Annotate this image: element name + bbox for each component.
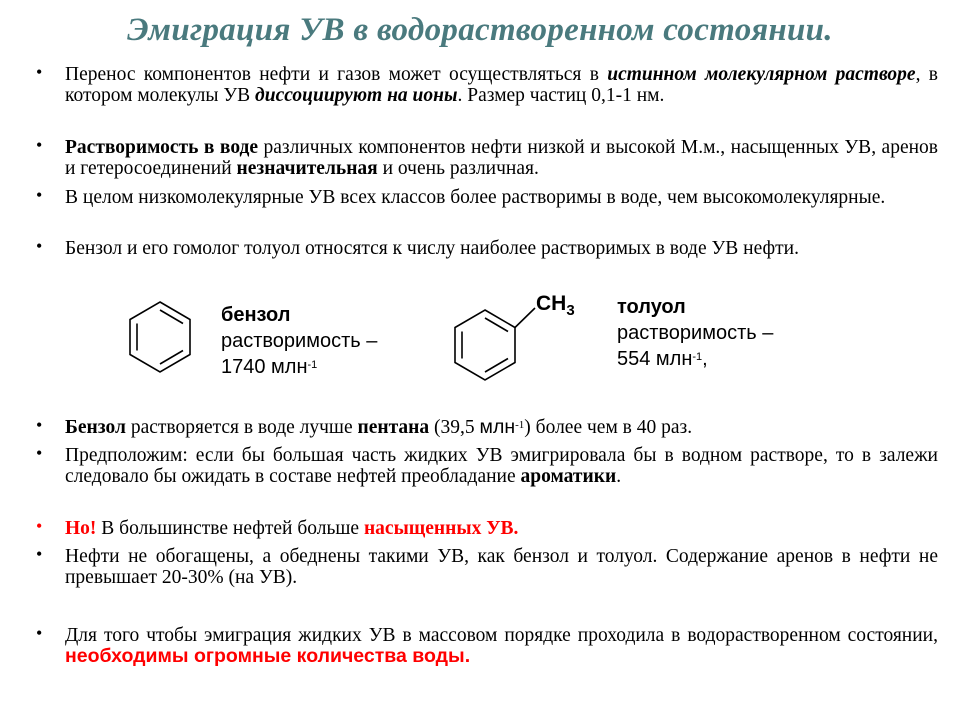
bullet-item-4 — [36, 238, 938, 259]
bullet-marker: • — [36, 236, 43, 256]
benzene-name: бензол — [221, 304, 291, 326]
toluene-solubility-value: 554 млн$^{-1}$, — [617, 348, 708, 370]
bullet-text: Бензол и его гомолог толуол относятся к числу наиболее растворимых в воде УВ нефти. — [65, 238, 799, 259]
bullet-item-6 — [36, 445, 938, 487]
bullet-marker: • — [36, 135, 43, 155]
benzene-solubility-label: растворимость – — [221, 330, 378, 352]
bullet-text: Нефти не обогащены, а обеднены такими УВ, как бензол и толуол. Содержание аренов в нефти не превышает 20-30% (на УВ). — [65, 546, 938, 588]
bullet-item-1 — [36, 64, 938, 106]
bullet-marker: • — [36, 415, 43, 435]
bullet-item-9 — [36, 625, 938, 667]
bullet-item-2 — [36, 137, 938, 179]
bullet-text: Предположим: если бы большая часть жидких УВ эмигрировала бы в водном растворе, то в залежи следовало бы ожидать в составе нефтей преобладание ароматики. — [65, 445, 938, 487]
bullet-item-3 — [36, 187, 938, 208]
toluene-name: толуол — [617, 296, 686, 318]
bullet-item-8 — [36, 546, 938, 588]
toluene-label — [617, 294, 773, 372]
toluene-structure — [445, 296, 545, 382]
bullet-item-7 — [36, 518, 938, 539]
bullet-text: В целом низкомолекулярные УВ всех классов более растворимы в воде, чем высокомолекулярные. — [65, 187, 886, 208]
slide-title: Эмиграция УВ в водорастворенном состоянии. — [127, 12, 833, 48]
benzene-label — [221, 302, 377, 380]
benzene-structure — [120, 298, 200, 378]
bullet-marker: • — [36, 185, 43, 205]
bullet-item-5 — [36, 417, 938, 438]
bullet-text: Бензол растворяется в воде лучше пентана (39,5 млн$^{-1}$) более чем в 40 раз. — [65, 416, 693, 438]
bullet-text: Перенос компонентов нефти и газов может осуществляться в истинном молекулярном растворе, в котором молекулы УВ диссоциируют на ионы. Размер частиц 0,1-1 нм. — [65, 64, 938, 106]
bullet-text: Растворимость в воде различных компонентов нефти низкой и высокой М.м., насыщенных УВ, аренов и гетеросоединений незначительная и очень различная. — [65, 137, 938, 179]
bullet-text: Но! В большинстве нефтей больше насыщенных УВ. — [65, 518, 519, 539]
toluene-solubility-label: растворимость – — [617, 322, 774, 344]
methyl-group-label: $CH_3$ — [536, 292, 575, 320]
bullet-marker: • — [36, 516, 43, 536]
bullet-text: Для того чтобы эмиграция жидких УВ в массовом порядке проходила в водорастворенном состоянии, необходимы огромные количества воды. — [65, 625, 938, 667]
benzene-solubility-value: 1740 млн$^{-1}$ — [221, 356, 318, 378]
bullet-marker: • — [36, 443, 43, 463]
bullet-marker: • — [36, 544, 43, 564]
bullet-marker: • — [36, 62, 43, 82]
bullet-marker: • — [36, 623, 43, 643]
